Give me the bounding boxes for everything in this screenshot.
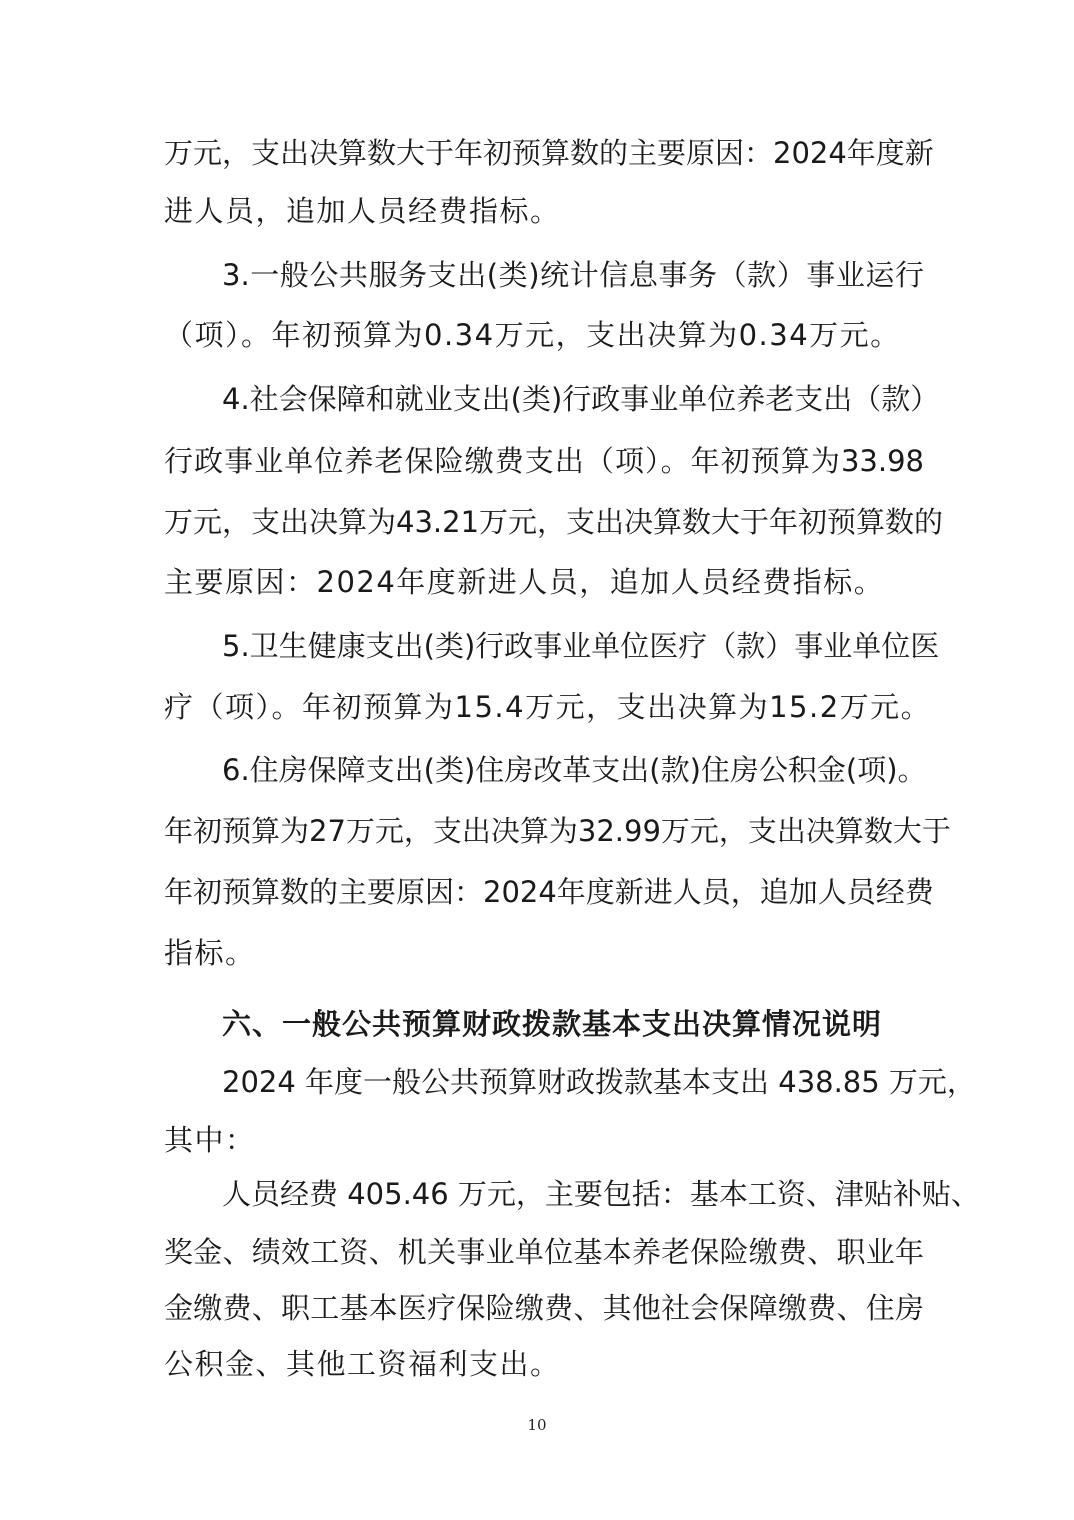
paragraph-line: 主要原因：2024年度新进人员，追加人员经费指标。 — [164, 565, 885, 599]
paragraph-line: 指标。 — [164, 936, 256, 970]
paragraph-line: 进人员，追加人员经费指标。 — [164, 194, 561, 228]
paragraph-line: 万元，支出决算为43.21万元，支出决算数大于年初预算数的 — [164, 505, 944, 539]
paragraph-line: 年初预算数的主要原因：2024年度新进人员，追加人员经费 — [164, 875, 934, 909]
paragraph-line: 疗（项）。年初预算为15.4万元，支出决算为15.2万元。 — [164, 690, 932, 724]
paragraph-line: 5.卫生健康支出(类)行政事业单位医疗（款）事业单位医 — [222, 629, 940, 663]
paragraph-line: （项）。年初预算为0.34万元，支出决算为0.34万元。 — [164, 318, 901, 352]
paragraph-line: 行政事业单位养老保险缴费支出（项）。年初预算为33.98 — [164, 444, 924, 478]
paragraph-line: 其中： — [164, 1123, 256, 1157]
paragraph-line: 3.一般公共服务支出(类)统计信息事务（款）事业运行 — [222, 258, 924, 292]
paragraph-line: 人员经费 405.46 万元，主要包括：基本工资、津贴补贴、 — [222, 1177, 980, 1211]
paragraph-line: 年初预算为27万元，支出决算为32.99万元，支出决算数大于 — [164, 814, 951, 848]
paragraph-line: 6.住房保障支出(类)住房改革支出(款)住房公积金(项)。 — [222, 753, 927, 787]
page-number: 10 — [527, 1416, 547, 1434]
paragraph-line: 公积金、其他工资福利支出。 — [164, 1347, 561, 1381]
paragraph-line: 4.社会保障和就业支出(类)行政事业单位养老支出（款） — [222, 382, 940, 416]
paragraph-line: 金缴费、职工基本医疗保险缴费、其他社会保障缴费、住房 — [164, 1291, 924, 1325]
paragraph-line: 奖金、绩效工资、机关事业单位基本养老保险缴费、职业年 — [164, 1235, 924, 1269]
paragraph-line: 万元，支出决算数大于年初预算数的主要原因：2024年度新 — [164, 136, 934, 170]
section-heading: 六、一般公共预算财政拨款基本支出决算情况说明 — [222, 1007, 883, 1041]
paragraph-line: 2024 年度一般公共预算财政拨款基本支出 438.85 万元， — [222, 1065, 976, 1099]
